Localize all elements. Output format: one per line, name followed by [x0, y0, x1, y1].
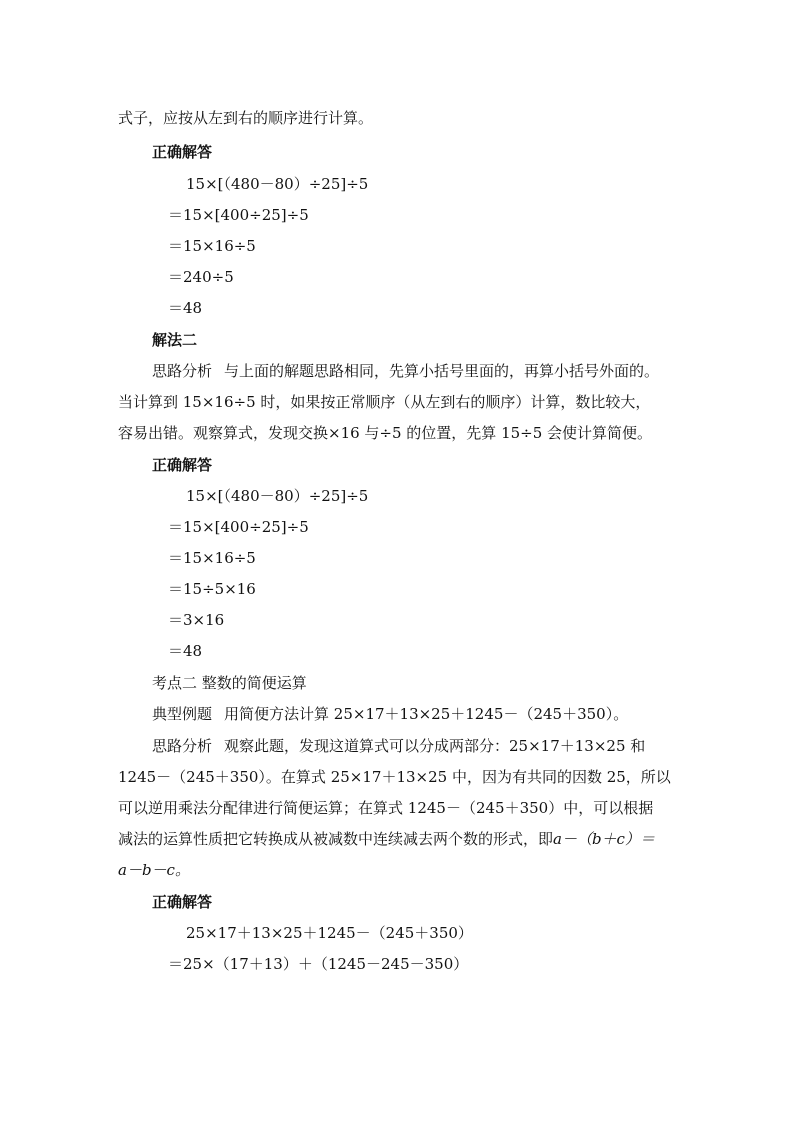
equation-step: ＝15÷5×16: [168, 580, 256, 598]
equation-step: 15×[（480－80）÷25]÷5: [186, 487, 369, 505]
paragraph-line: 容易出错。观察算式，发现交换×16 与÷5 的位置，先算 15÷5 会使计算简便。: [118, 424, 653, 442]
equation-step: ＝240÷5: [168, 268, 234, 286]
paragraph-line: 当计算到 15×16÷5 时，如果按正常顺序（从左到右的顺序）计算，数比较大，: [118, 393, 651, 411]
paragraph-line: [152, 361, 659, 381]
analysis-text: 减法的运算性质把它转换成从被减数中连续减去两个数的形式，即: [118, 830, 554, 848]
example-label: 典型例题: [152, 705, 213, 723]
example-text: 用简便方法计算 25×17＋13×25＋1245－（245＋350）。: [224, 705, 629, 723]
analysis-text: 与上面的解题思路相同，先算小括号里面的，再算小括号外面的。: [224, 362, 660, 380]
equation-step: ＝25×（17＋13）＋（1245－245－350）: [168, 955, 469, 973]
topic-heading: 考点二 整数的简便运算: [152, 674, 307, 692]
equation-step: 15×[（480－80）÷25]÷5: [186, 175, 369, 193]
formula-text: a－（b＋c）＝: [553, 830, 655, 848]
equation-step: ＝15×16÷5: [168, 237, 256, 255]
analysis-label: 思路分析: [152, 362, 213, 380]
paragraph-line: [118, 829, 655, 849]
equation-step: ＝48: [168, 299, 203, 317]
formula-line: a－b－c。: [118, 861, 190, 879]
section-heading-method-two: 解法二: [152, 331, 198, 349]
equation-step: ＝15×16÷5: [168, 549, 256, 567]
section-heading-correct-answer: 正确解答: [152, 456, 213, 474]
paragraph-line: 可以逆用乘法分配律进行简便运算；在算式 1245－（245＋350）中，可以根据: [118, 799, 654, 817]
analysis-text: 观察此题，发现这道算式可以分成两部分：25×17＋13×25 和: [224, 737, 646, 755]
equation-step: ＝48: [168, 642, 203, 660]
equation-step: ＝3×16: [168, 611, 225, 629]
analysis-label: 思路分析: [152, 737, 213, 755]
equation-step: 25×17＋13×25＋1245－（245＋350）: [186, 924, 473, 942]
section-heading-correct-answer: 正确解答: [152, 893, 213, 911]
paragraph-line: 式子，应按从左到右的顺序进行计算。: [118, 109, 374, 127]
section-heading-correct-answer: 正确解答: [152, 143, 213, 161]
paragraph-line: [152, 736, 645, 756]
paragraph-line: 1245－（245＋350）。在算式 25×17＋13×25 中，因为有共同的因数 25，所以: [118, 768, 671, 786]
example-line: [152, 704, 628, 724]
equation-step: ＝15×[400÷25]÷5: [168, 518, 309, 536]
equation-step: ＝15×[400÷25]÷5: [168, 206, 309, 224]
